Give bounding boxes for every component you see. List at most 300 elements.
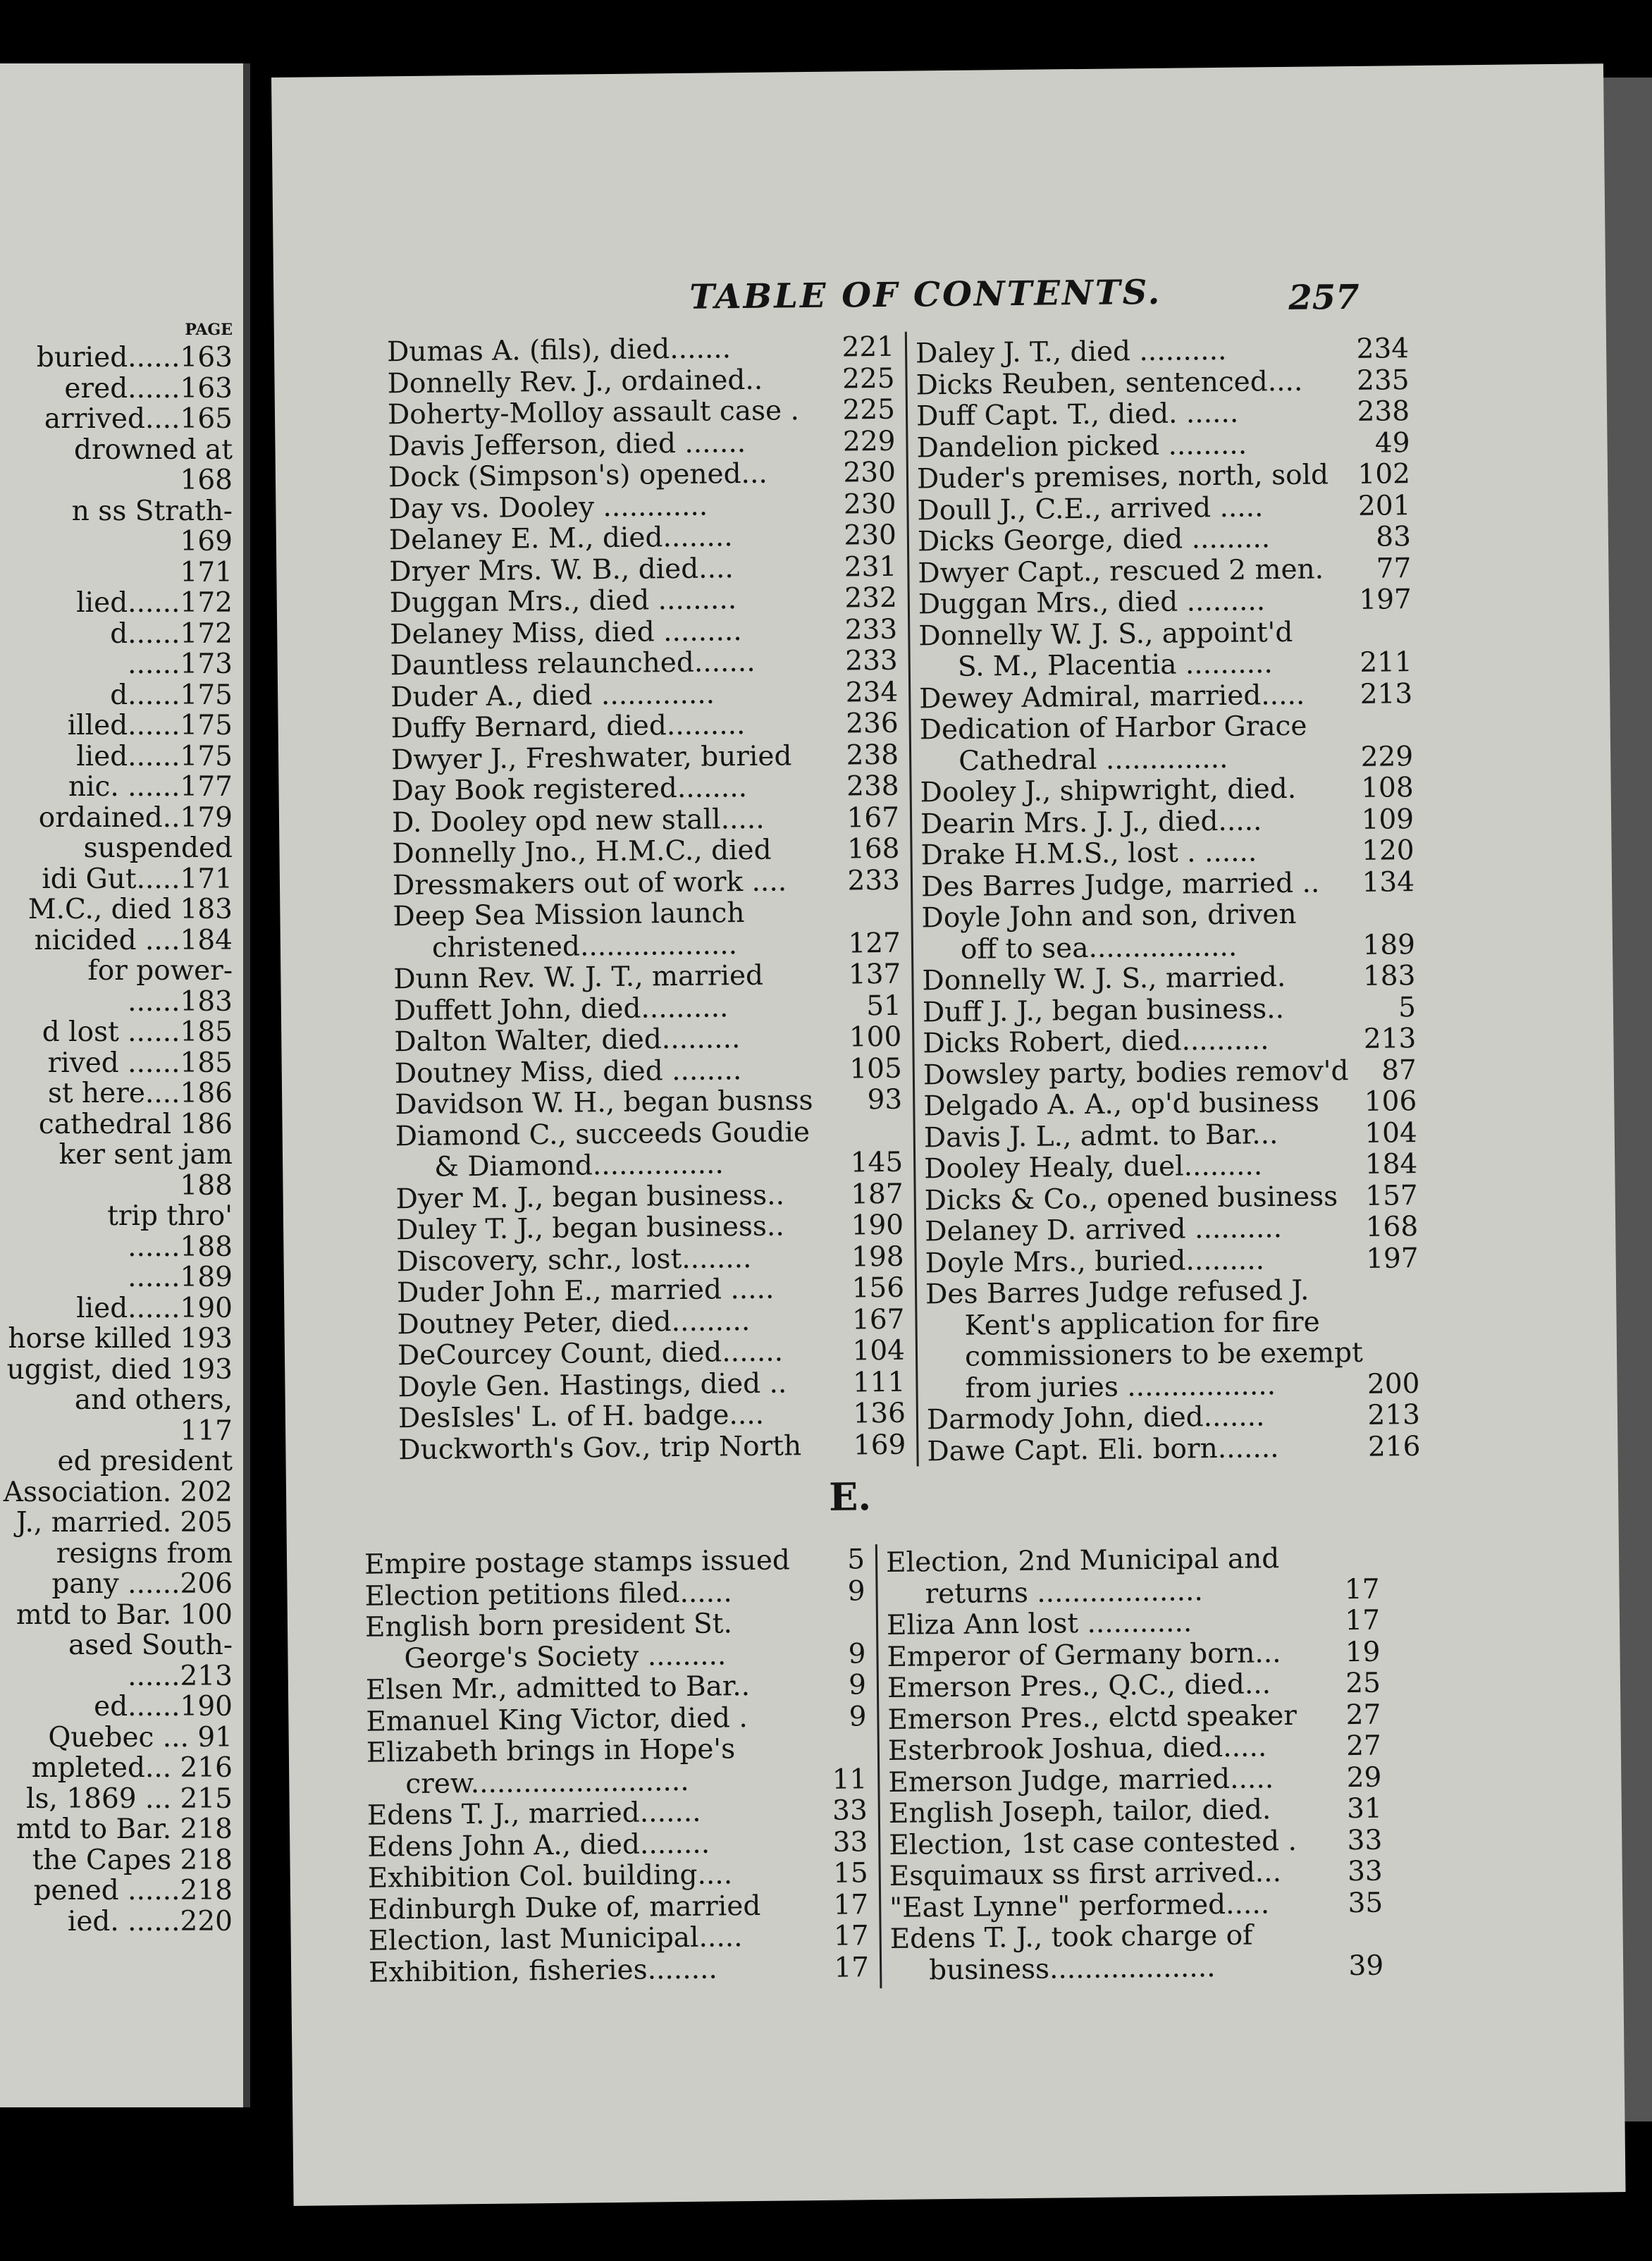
index-entry — [367, 1795, 868, 1832]
index-entry — [890, 1950, 1383, 1987]
entry-page: 9 — [848, 1637, 866, 1670]
index-entry — [889, 1825, 1382, 1861]
entry-page: 39 — [1348, 1949, 1384, 1982]
left-page-line: cathedral 186 — [38, 1108, 233, 1140]
left-page-line: resigns from — [56, 1537, 233, 1570]
left-page-line: pened ......218 — [33, 1875, 233, 1906]
index-entry — [927, 1431, 1420, 1468]
entry-text: Dicks Robert, died.......... — [923, 1024, 1269, 1060]
left-page-line: suspended — [83, 832, 233, 864]
index-entry — [395, 1178, 903, 1215]
entry-text: Davis Jefferson, died ....... — [388, 426, 746, 462]
index-entry — [889, 1856, 1383, 1893]
index-entry — [924, 1118, 1417, 1154]
index-entry — [390, 646, 898, 682]
entry-page: 87 — [1381, 1054, 1417, 1087]
index-entry — [888, 1731, 1381, 1768]
entry-page: 17 — [833, 1888, 869, 1921]
index-entry — [397, 1273, 904, 1310]
entry-text: Dwyer J., Freshwater, buried — [390, 739, 792, 776]
index-entry — [395, 1053, 902, 1090]
entry-text: Deep Sea Mission launch — [393, 897, 745, 933]
left-page-line: 117 — [180, 1415, 233, 1447]
index-entry — [396, 1241, 904, 1278]
left-page-line: ......183 — [128, 985, 233, 1018]
index-column-d-right — [916, 333, 1421, 1467]
index-entry — [920, 835, 1414, 872]
entry-text: Duff J. J., began business.. — [922, 992, 1285, 1028]
left-page-line: lied......175 — [76, 740, 233, 772]
entry-page: 104 — [1364, 1116, 1418, 1150]
entry-page: 167 — [851, 1303, 905, 1336]
entry-text: Davidson W. H., began busnss — [395, 1085, 813, 1121]
entry-text: English born president St. — [364, 1608, 733, 1644]
index-entry — [368, 1921, 868, 1957]
entry-page: 189 — [1362, 928, 1416, 961]
entry-text: Delaney E. M., died........ — [388, 521, 733, 557]
entry-page: 9 — [849, 1700, 867, 1733]
index-entry — [916, 365, 1409, 402]
entry-text: Emerson Pres., elctd speaker — [887, 1699, 1297, 1736]
index-entry — [889, 1794, 1382, 1830]
entry-page: 233 — [845, 644, 898, 677]
entry-page: 229 — [842, 425, 896, 458]
entry-page: 230 — [843, 456, 896, 489]
entry-page: 31 — [1346, 1792, 1383, 1825]
left-page-line: arrived....165 — [44, 403, 233, 435]
index-entry — [387, 332, 894, 369]
index-entry — [395, 1116, 903, 1152]
left-page-line: st here....186 — [47, 1078, 233, 1109]
index-entry — [366, 1670, 866, 1706]
index-entry — [389, 551, 896, 588]
column-divider — [875, 1544, 882, 1988]
left-page-line: n ss Strath- — [71, 495, 233, 527]
entry-text: Edens T. J., took charge of — [889, 1919, 1253, 1955]
left-page-line: d lost ......185 — [42, 1016, 233, 1048]
entry-text: business................... — [928, 1951, 1216, 1986]
entry-page: 233 — [847, 864, 901, 897]
entry-text: Day Book registered........ — [391, 771, 748, 808]
index-entry — [886, 1543, 1379, 1579]
entry-page: 157 — [1365, 1179, 1418, 1212]
index-entry — [388, 426, 895, 462]
entry-text: Dwyer Capt., rescued 2 men. — [918, 553, 1324, 589]
index-entry — [887, 1637, 1380, 1673]
index-entry — [921, 867, 1414, 904]
entry-text: Edens John A., died........ — [367, 1828, 710, 1863]
entry-page: 233 — [844, 613, 898, 646]
entry-text: D. Dooley opd new stall..... — [391, 803, 765, 839]
index-entry — [919, 679, 1412, 715]
entry-text: Empire postage stamps issued — [364, 1544, 791, 1581]
entry-page: 105 — [849, 1052, 903, 1085]
index-entry — [889, 1919, 1383, 1956]
index-entry — [923, 992, 1416, 1029]
entry-page: 33 — [832, 1794, 868, 1827]
entry-text: Delaney D. arrived .......... — [924, 1212, 1283, 1248]
entry-text: Davis J. L., admt. to Bar... — [923, 1118, 1278, 1154]
page-number: 257 — [1288, 277, 1360, 318]
index-entry — [926, 1369, 1419, 1405]
entry-text: Dumas A. (fils), died....... — [386, 333, 732, 369]
left-page-line: and others, — [74, 1384, 233, 1416]
index-entry — [925, 1274, 1419, 1311]
entry-page: 49 — [1374, 426, 1410, 460]
left-page-header: PAGE — [185, 321, 233, 339]
index-entry — [922, 930, 1415, 966]
entry-page: 156 — [851, 1271, 905, 1305]
index-entry — [365, 1607, 865, 1644]
left-page-line: ied. ......220 — [67, 1905, 233, 1937]
index-entry — [366, 1732, 867, 1769]
entry-text: English Joseph, tailor, died. — [888, 1794, 1271, 1830]
entry-page: 232 — [844, 581, 898, 615]
left-page-line: 171 — [180, 556, 233, 589]
index-entry — [925, 1212, 1418, 1248]
entry-text: Dressmakers out of work .... — [392, 865, 787, 901]
index-entry — [920, 710, 1413, 746]
index-entry — [920, 804, 1414, 841]
index-entry — [394, 1022, 901, 1059]
entry-text: Dooley J., shipwright, died. — [920, 772, 1297, 809]
entry-page: 136 — [853, 1397, 906, 1430]
left-page-line: d......175 — [110, 679, 233, 711]
entry-page: 120 — [1361, 834, 1414, 867]
entry-text: returns ................... — [925, 1575, 1204, 1610]
entry-page: 27 — [1346, 1730, 1382, 1763]
index-entry — [918, 584, 1412, 621]
entry-text: Elsen Mr., admitted to Bar.. — [365, 1670, 751, 1706]
left-page-line: horse killed 193 — [8, 1323, 233, 1355]
entry-text: Election petitions filed...... — [364, 1576, 733, 1613]
entry-page: 169 — [853, 1429, 906, 1461]
entry-page: 234 — [845, 676, 899, 709]
entry-text: Dowsley party, bodies remov'd — [923, 1054, 1349, 1091]
entry-page: 9 — [848, 1669, 867, 1701]
entry-page: 213 — [1367, 1399, 1421, 1431]
left-page-line: ased South- — [68, 1629, 233, 1661]
index-entry — [393, 928, 901, 964]
entry-page: 104 — [852, 1334, 906, 1367]
index-entry — [393, 897, 900, 933]
entry-page: 197 — [1365, 1242, 1419, 1275]
entry-text: Dicks George, died ......... — [917, 522, 1271, 558]
index-entry — [365, 1639, 865, 1675]
index-entry — [925, 1181, 1418, 1217]
entry-text: Dawe Capt. Eli. born....... — [927, 1431, 1279, 1467]
left-page-line: uggist, died 193 — [6, 1353, 233, 1386]
index-entry — [368, 1858, 868, 1895]
entry-text: Dryer Mrs. W. B., died.... — [389, 552, 734, 588]
index-entry — [393, 865, 900, 901]
index-entry — [887, 1699, 1381, 1736]
index-entry — [396, 1210, 904, 1247]
entry-page: 33 — [832, 1825, 868, 1859]
left-page-line: drowned at — [74, 433, 233, 466]
entry-page: 229 — [1360, 740, 1414, 773]
index-entry — [364, 1544, 865, 1581]
entry-text: Delaney Miss, died ......... — [390, 615, 742, 651]
entry-page: 100 — [849, 1021, 902, 1054]
index-entry — [917, 459, 1410, 495]
index-entry — [389, 520, 896, 557]
index-entry — [367, 1827, 868, 1863]
entry-page: 33 — [1347, 1824, 1383, 1856]
entry-page: 167 — [846, 801, 900, 834]
entry-text: George's Society ......... — [404, 1639, 727, 1675]
entry-page: 213 — [1363, 1023, 1417, 1055]
entry-text: Duder John E., married ..... — [396, 1273, 775, 1310]
left-page-line: ......213 — [128, 1660, 233, 1692]
index-entry — [364, 1576, 865, 1613]
entry-page: 230 — [844, 519, 897, 552]
entry-page: 216 — [1367, 1430, 1421, 1463]
index-entry — [919, 647, 1412, 684]
entry-text: crew......................... — [405, 1765, 689, 1800]
index-entry — [390, 583, 897, 620]
index-entry — [916, 396, 1410, 433]
entry-text: commissioners to be exempt — [964, 1336, 1364, 1373]
entry-page: 238 — [846, 739, 899, 772]
entry-text: "East Lynne" performed..... — [889, 1887, 1270, 1924]
entry-page: 184 — [1364, 1148, 1418, 1181]
index-entry — [397, 1367, 905, 1403]
entry-text: Emperor of Germany born... — [887, 1637, 1281, 1673]
entry-page: 102 — [1357, 458, 1411, 491]
index-entry — [888, 1762, 1381, 1799]
entry-page: 137 — [848, 958, 901, 991]
entry-page: 197 — [1359, 584, 1412, 616]
entry-text: Exhibition, fisheries........ — [368, 1953, 718, 1989]
entry-page: 5 — [1398, 991, 1417, 1023]
entry-text: Doherty-Molloy assault case . — [387, 395, 800, 431]
entry-page: 17 — [1344, 1573, 1380, 1606]
left-page-line: mtd to Bar. 100 — [16, 1598, 233, 1631]
entry-text: Doyle Gen. Hastings, died .. — [397, 1367, 787, 1403]
left-page-line: M.C., died 183 — [27, 894, 233, 925]
index-entry — [388, 457, 896, 494]
entry-page: 211 — [1360, 646, 1413, 679]
entry-page: 238 — [1357, 395, 1410, 428]
entry-page: 187 — [850, 1178, 904, 1210]
index-entry — [390, 677, 898, 713]
entry-text: Dearin Mrs. J. J., died..... — [920, 804, 1262, 840]
index-entry — [395, 1085, 902, 1121]
entry-page: 231 — [844, 550, 897, 584]
left-page-line: ......188 — [128, 1231, 233, 1263]
page-title: TABLE OF CONTENTS. — [689, 272, 1162, 317]
entry-page: 168 — [1365, 1211, 1419, 1243]
left-page-line: nic. ......177 — [68, 771, 233, 803]
entry-text: Donnelly Jno., H.M.C., died — [392, 834, 772, 870]
entry-text: Esquimaux ss first arrived... — [889, 1856, 1282, 1892]
index-entry — [918, 616, 1412, 653]
index-entry — [922, 961, 1415, 997]
index-entry — [923, 1086, 1417, 1123]
entry-page: 183 — [1362, 960, 1416, 992]
entry-text: Duder A., died ............. — [390, 677, 715, 713]
entry-page: 225 — [842, 362, 895, 395]
index-entry — [924, 1149, 1417, 1185]
index-column-d-left — [387, 332, 906, 1466]
entry-text: Diamond C., succeeds Goudie — [395, 1116, 810, 1152]
index-entry — [917, 491, 1410, 527]
entry-page: 200 — [1367, 1367, 1420, 1400]
entry-text: Dock (Simpson's) opened... — [388, 457, 768, 494]
entry-text: Donnelly W. J. S., appoint'd — [918, 616, 1293, 652]
left-page-line: buried......163 — [36, 342, 233, 374]
entry-page: 230 — [843, 488, 896, 521]
entry-text: Doyle John and son, driven — [921, 898, 1297, 935]
entry-page: 225 — [842, 393, 896, 426]
entry-page: 221 — [842, 331, 895, 364]
entry-page: 106 — [1364, 1085, 1417, 1118]
entry-text: Emerson Judge, married..... — [888, 1762, 1274, 1799]
entry-page: 213 — [1360, 677, 1413, 710]
entry-text: Edens T. J., married....... — [366, 1796, 701, 1832]
entry-text: & Diamond............... — [433, 1148, 725, 1183]
entry-text: Dedication of Harbor Grace — [919, 710, 1307, 746]
entry-text: Donnelly W. J. S., married. — [922, 961, 1286, 997]
left-page-line: ed......190 — [94, 1691, 233, 1723]
entry-text: Eliza Ann lost ............ — [886, 1606, 1192, 1641]
entry-text: Duggan Mrs., died ......... — [918, 585, 1266, 621]
entry-text: Dalton Walter, died......... — [394, 1023, 741, 1059]
entry-text: Exhibition Col. building.... — [367, 1859, 733, 1895]
entry-page: 51 — [865, 990, 902, 1022]
entry-text: christened.................. — [431, 928, 738, 964]
entry-text: Duggan Mrs., died ......... — [389, 584, 737, 620]
entry-text: Cathedral .............. — [958, 742, 1228, 777]
index-entry — [918, 553, 1411, 590]
entry-text: Election, 2nd Municipal and — [885, 1543, 1280, 1579]
entry-text: Delgado A. A., op'd business — [923, 1086, 1320, 1123]
index-entry — [397, 1336, 905, 1372]
entry-page: 9 — [847, 1575, 865, 1608]
entry-text: DeCourcey Count, died....... — [397, 1336, 784, 1372]
left-page-line: nicided ....184 — [34, 924, 233, 956]
index-entry — [368, 1890, 868, 1926]
left-page-line: Quebec ... 91 — [48, 1721, 233, 1754]
index-entry — [395, 1147, 903, 1184]
entry-text: Doyle Mrs., buried......... — [925, 1243, 1265, 1279]
index-entry — [369, 1952, 869, 1989]
entry-text: Doutney Peter, died......... — [397, 1305, 751, 1341]
index-entry — [925, 1243, 1418, 1280]
entry-text: Dyer M. J., began business.. — [395, 1178, 785, 1215]
index-entry — [927, 1400, 1420, 1436]
left-page-line: d......172 — [110, 617, 233, 650]
section-letter: E. — [828, 1474, 872, 1520]
entry-text: Edinburgh Duke of, married — [367, 1890, 761, 1926]
entry-text: Day vs. Dooley ............ — [388, 490, 708, 525]
left-page-line: ered......163 — [64, 372, 233, 405]
left-page-line: 168 — [180, 464, 233, 496]
index-entry — [921, 898, 1414, 935]
entry-text: Dewey Admiral, married..... — [919, 679, 1305, 715]
index-entry — [392, 834, 899, 870]
entry-text: from juries ................. — [965, 1369, 1276, 1405]
entry-text: Doull J., C.E., arrived ..... — [917, 491, 1264, 526]
entry-page: 109 — [1361, 803, 1414, 836]
entry-text: Des Barres Judge refused J. — [925, 1274, 1309, 1311]
entry-text: Duffy Bernard, died......... — [390, 709, 746, 745]
entry-page: 33 — [1347, 1855, 1383, 1888]
entry-text: Dandelion picked ......... — [916, 429, 1247, 464]
entry-text: S. M., Placentia .......... — [957, 648, 1274, 683]
entry-text: Dooley Healy, duel......... — [924, 1150, 1263, 1185]
index-entry — [392, 802, 899, 839]
index-entry — [889, 1887, 1383, 1924]
left-page-line: ker sent jam — [58, 1139, 233, 1171]
entry-page: 27 — [1345, 1699, 1381, 1731]
left-page-line: J., married. 205 — [16, 1507, 233, 1539]
index-entry — [397, 1304, 904, 1341]
entry-text: Daley J. T., died .......... — [915, 334, 1227, 370]
index-entry — [390, 708, 898, 745]
index-entry — [394, 990, 901, 1027]
index-entry — [923, 1055, 1417, 1092]
entry-page: 108 — [1360, 772, 1414, 804]
entry-page: 35 — [1348, 1887, 1383, 1919]
left-page-line: rived ......185 — [47, 1047, 233, 1079]
main-page — [271, 63, 1626, 2206]
left-page-line: mtd to Bar. 218 — [16, 1813, 233, 1845]
entry-text: Emanuel King Victor, died . — [366, 1701, 748, 1738]
entry-text: Duder's premises, north, sold — [916, 459, 1329, 495]
entry-page: 15 — [832, 1857, 868, 1890]
entry-page: 201 — [1357, 489, 1411, 522]
left-page-line: lied......190 — [76, 1292, 233, 1324]
entry-text: Dauntless relaunched....... — [390, 646, 756, 682]
entry-text: off to sea................. — [960, 930, 1238, 966]
index-entry — [366, 1764, 867, 1801]
index-entry — [886, 1574, 1379, 1610]
left-page-line: ed president — [57, 1446, 233, 1477]
entry-page: 236 — [845, 707, 899, 740]
index-entry — [391, 739, 899, 776]
index-entry — [887, 1668, 1381, 1705]
entry-page: 145 — [850, 1146, 904, 1179]
entry-text: Emerson Pres., Q.C., died... — [887, 1668, 1271, 1704]
entry-text: Des Barres Judge, married .. — [920, 866, 1320, 903]
index-entry — [398, 1429, 906, 1466]
entry-page: 11 — [832, 1763, 868, 1796]
entry-text: Elizabeth brings in Hope's — [366, 1733, 736, 1769]
entry-page: 77 — [1376, 552, 1412, 585]
entry-text: Election, last Municipal..... — [368, 1921, 743, 1957]
left-page-line: 188 — [180, 1169, 233, 1202]
entry-page: 111 — [852, 1366, 906, 1398]
index-entry — [916, 428, 1410, 464]
entry-text: Election, 1st case contested . — [889, 1825, 1297, 1861]
entry-text: Dunn Rev. W. J. T., married — [393, 959, 764, 996]
entry-text: Dicks Reuben, sentenced.... — [916, 365, 1303, 401]
left-page-line: lied......172 — [76, 587, 233, 619]
index-column-e-right — [886, 1543, 1383, 1987]
index-entry — [926, 1337, 1419, 1374]
left-page-line: for power- — [87, 955, 233, 987]
entry-text: Darmody John, died....... — [926, 1400, 1265, 1436]
entry-page: 25 — [1345, 1667, 1381, 1700]
entry-page: 29 — [1346, 1761, 1382, 1794]
index-entry — [398, 1398, 906, 1435]
entry-page: 198 — [851, 1240, 904, 1273]
entry-text: Drake H.M.S., lost . ...... — [920, 836, 1257, 872]
entry-page: 190 — [851, 1209, 904, 1242]
entry-page: 127 — [848, 927, 901, 959]
